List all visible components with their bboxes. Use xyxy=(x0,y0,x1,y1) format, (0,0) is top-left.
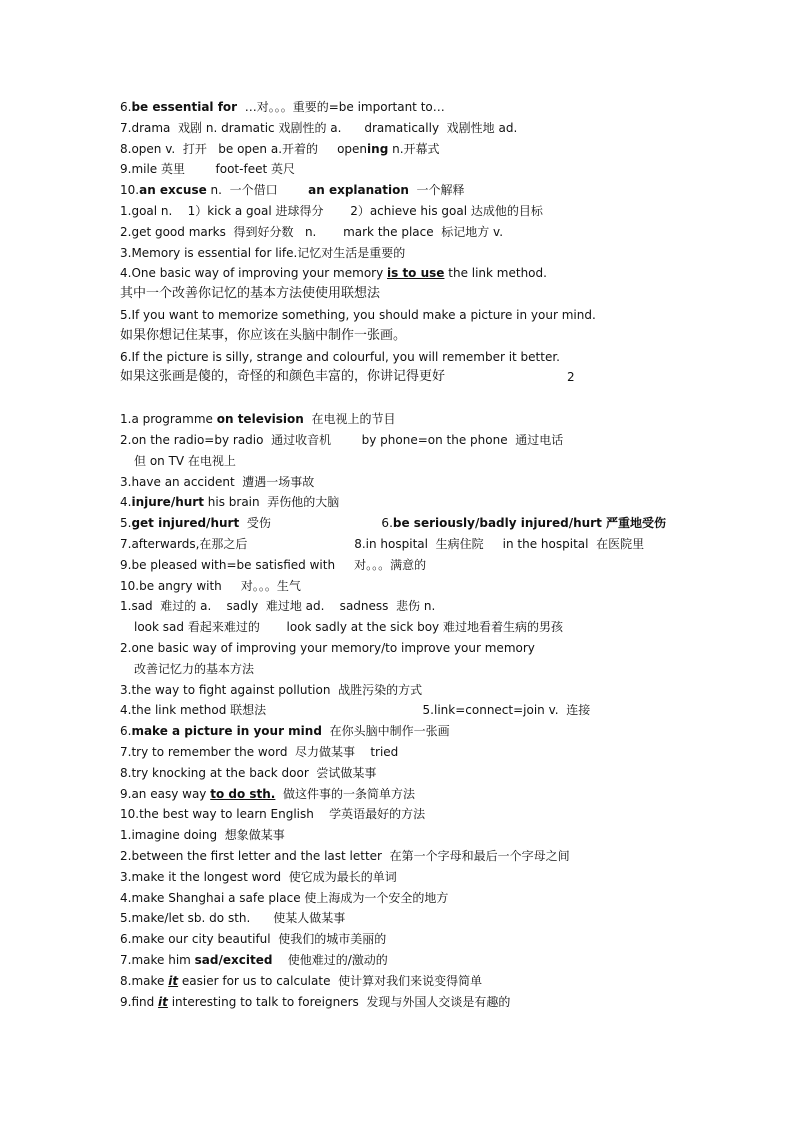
note-text: 7.afterwards,在那之后 8.in hospital 生病住院 in the hospital 在医院里 xyxy=(120,537,645,551)
note-text: an explanation xyxy=(308,183,409,198)
note-line xyxy=(120,804,425,824)
note-line xyxy=(120,159,295,179)
note-line xyxy=(120,284,380,304)
note-line xyxy=(120,513,666,533)
note-line xyxy=(134,659,254,679)
note-line xyxy=(120,846,570,866)
note-line xyxy=(120,992,510,1012)
note-text: 3.Memory is essential for life.记忆对生活是重要的 xyxy=(120,245,406,260)
note-text: 2.between the first letter and the last letter 在第一个字母和最后一个字母之间 xyxy=(120,849,570,863)
note-line xyxy=(134,617,563,637)
note-line xyxy=(120,180,465,200)
note-line xyxy=(120,367,445,387)
note-line xyxy=(120,326,406,346)
note-text: 4. xyxy=(120,495,132,510)
note-line xyxy=(120,139,440,159)
note-text: 受伤 6. xyxy=(239,516,393,531)
note-text: 7.make him xyxy=(120,953,195,967)
note-text: 9.an easy way xyxy=(120,786,211,801)
note-line xyxy=(120,888,448,908)
note-text: 1.a programme xyxy=(120,412,217,427)
note-text: his brain 弄伤他的大脑 xyxy=(203,495,340,510)
note-line xyxy=(120,118,517,138)
note-line xyxy=(120,700,590,720)
note-text: easier for us to calculate 使计算对我们来说变得简单 xyxy=(178,973,483,988)
note-text: interesting to talk to foreigners 发现与外国人交谈是有趣的 xyxy=(167,994,511,1009)
note-text: to do sth. xyxy=(210,786,276,801)
note-text: 9.be pleased with=be satisfied with 对。。。满意的 xyxy=(120,557,427,572)
note-text: n. 一个借口 xyxy=(206,183,309,198)
note-line xyxy=(120,430,563,450)
note-line xyxy=(134,451,236,471)
note-line xyxy=(120,638,535,658)
note-text: 10.be angry with 对。。。生气 xyxy=(120,578,301,593)
note-text: 2.on the radio=by radio 通过收音机 by phone=on the phone 通过电话 xyxy=(120,433,564,447)
note-text: 做这件事的一条简单方法 xyxy=(275,786,416,801)
note-text: 一个解释 xyxy=(408,183,465,198)
note-text: 1.imagine doing 想象做某事 xyxy=(120,828,285,843)
note-line xyxy=(120,825,285,845)
note-line xyxy=(120,576,301,596)
note-text: 其中一个改善你记忆的基本方法使使用联想法 xyxy=(120,286,381,302)
note-line xyxy=(120,492,339,512)
note-text: 6. xyxy=(120,724,132,739)
note-line xyxy=(120,409,395,429)
note-line xyxy=(120,472,314,492)
note-text: 在电视上的节目 xyxy=(303,412,396,427)
note-line xyxy=(120,908,345,928)
note-text: an excuse xyxy=(139,183,207,198)
note-text: it xyxy=(168,973,179,988)
note-text: 4.One basic way of improving your memory xyxy=(120,266,388,281)
note-text: 如果这张画是傻的，奇怪的和颜色丰富的，你讲记得更好 xyxy=(120,369,446,385)
note-text: 改善记忆力的基本方法 xyxy=(134,661,255,676)
note-line xyxy=(120,243,405,263)
note-text: 7.try to remember the word 尽力做某事 tried xyxy=(120,745,399,759)
note-text: 6.make our city beautiful 使我们的城市美丽的 xyxy=(120,932,387,947)
note-text: sad/excited xyxy=(194,953,273,967)
note-text: 5. xyxy=(120,516,132,531)
note-text: 8.open v. 打开 be open a.开着的 open xyxy=(120,141,368,156)
note-text: 4.the link method 联想法 5.link=connect=join v. 连接 xyxy=(120,703,591,718)
note-line xyxy=(120,742,398,762)
note-text: 2.one basic way of improving your memory/to improve your memory xyxy=(120,641,535,655)
note-text: 9.mile 英里 foot-feet 英尺 xyxy=(120,162,295,177)
note-line xyxy=(120,929,386,949)
note-line xyxy=(120,97,445,117)
note-text: get injured/hurt xyxy=(131,516,240,531)
note-line xyxy=(120,347,560,367)
note-text: be essential for xyxy=(131,100,238,114)
note-text: 4.make Shanghai a safe place 使上海成为一个安全的地方 xyxy=(120,890,449,905)
note-line xyxy=(120,596,435,616)
note-text: 3.the way to fight against pollution 战胜污染的方式 xyxy=(120,682,423,697)
note-text: 3.make it the longest word 使它成为最长的单词 xyxy=(120,869,397,884)
note-text: n.开幕式 xyxy=(388,141,440,156)
note-line xyxy=(120,680,422,700)
note-line xyxy=(120,950,388,970)
note-text: on television xyxy=(216,412,304,427)
note-text: 8.try knocking at the back door 尝试做某事 xyxy=(120,765,377,780)
note-text: 但 on TV 在电视上 xyxy=(134,453,236,468)
note-text: 1.goal n. 1）kick a goal 进球得分 2）achieve his goal 达成他的目标 xyxy=(120,204,543,218)
note-text: 6.If the picture is silly, strange and colourful, you will remember it better. xyxy=(120,349,560,364)
note-text: look sad 看起来难过的 look sadly at the sick boy 难过地看着生病的男孩 xyxy=(134,620,563,635)
note-line xyxy=(120,763,376,783)
page-number: 2 xyxy=(567,370,575,384)
note-line xyxy=(120,305,596,325)
note-text: 6. xyxy=(120,100,132,114)
note-line xyxy=(120,555,426,575)
note-line xyxy=(120,784,415,804)
note-text: is to use xyxy=(387,266,445,281)
note-line xyxy=(120,867,397,887)
note-text: 如果你想记住某事，你应该在头脑中制作一张画。 xyxy=(120,327,407,343)
note-text: 在你头脑中制作一张画 xyxy=(321,724,450,739)
note-text: 7.drama 戏剧 n. dramatic 戏剧性的 a. dramatically 戏剧性地 ad. xyxy=(120,120,518,135)
note-line xyxy=(120,263,547,283)
note-text: 5.make/let sb. do sth. 使某人做某事 xyxy=(120,911,346,926)
note-line xyxy=(120,534,644,554)
note-text: 3.have an accident 遭遇一场事故 xyxy=(120,474,315,489)
note-text: injure/hurt xyxy=(131,495,204,510)
note-text: ing xyxy=(367,141,389,156)
note-line xyxy=(120,222,503,242)
note-text: 2.get good marks 得到好分数 n. mark the place 标记地方 v. xyxy=(120,224,504,239)
note-text: be seriously/badly injured/hurt 严重地受伤 xyxy=(392,516,667,531)
note-text: 5.If you want to memorize something, you should make a picture in your mind. xyxy=(120,308,596,322)
note-line xyxy=(120,201,543,221)
note-text: 1.sad 难过的 a. sadly 难过地 ad. sadness 悲伤 n. xyxy=(120,599,436,614)
note-text: it xyxy=(158,994,168,1009)
note-text: 9.find xyxy=(120,994,159,1009)
note-text: 使他难过的/激动的 xyxy=(272,953,388,967)
note-text: make a picture in your mind xyxy=(131,724,322,739)
note-line xyxy=(120,971,482,991)
note-text: 10. xyxy=(120,183,140,198)
note-text: 10.the best way to learn English 学英语最好的方法 xyxy=(120,807,426,822)
note-text: …对。。。重要的=be important to… xyxy=(237,100,445,114)
note-text: 8.make xyxy=(120,973,169,988)
note-line xyxy=(120,721,450,741)
note-text: the link method. xyxy=(444,266,547,281)
